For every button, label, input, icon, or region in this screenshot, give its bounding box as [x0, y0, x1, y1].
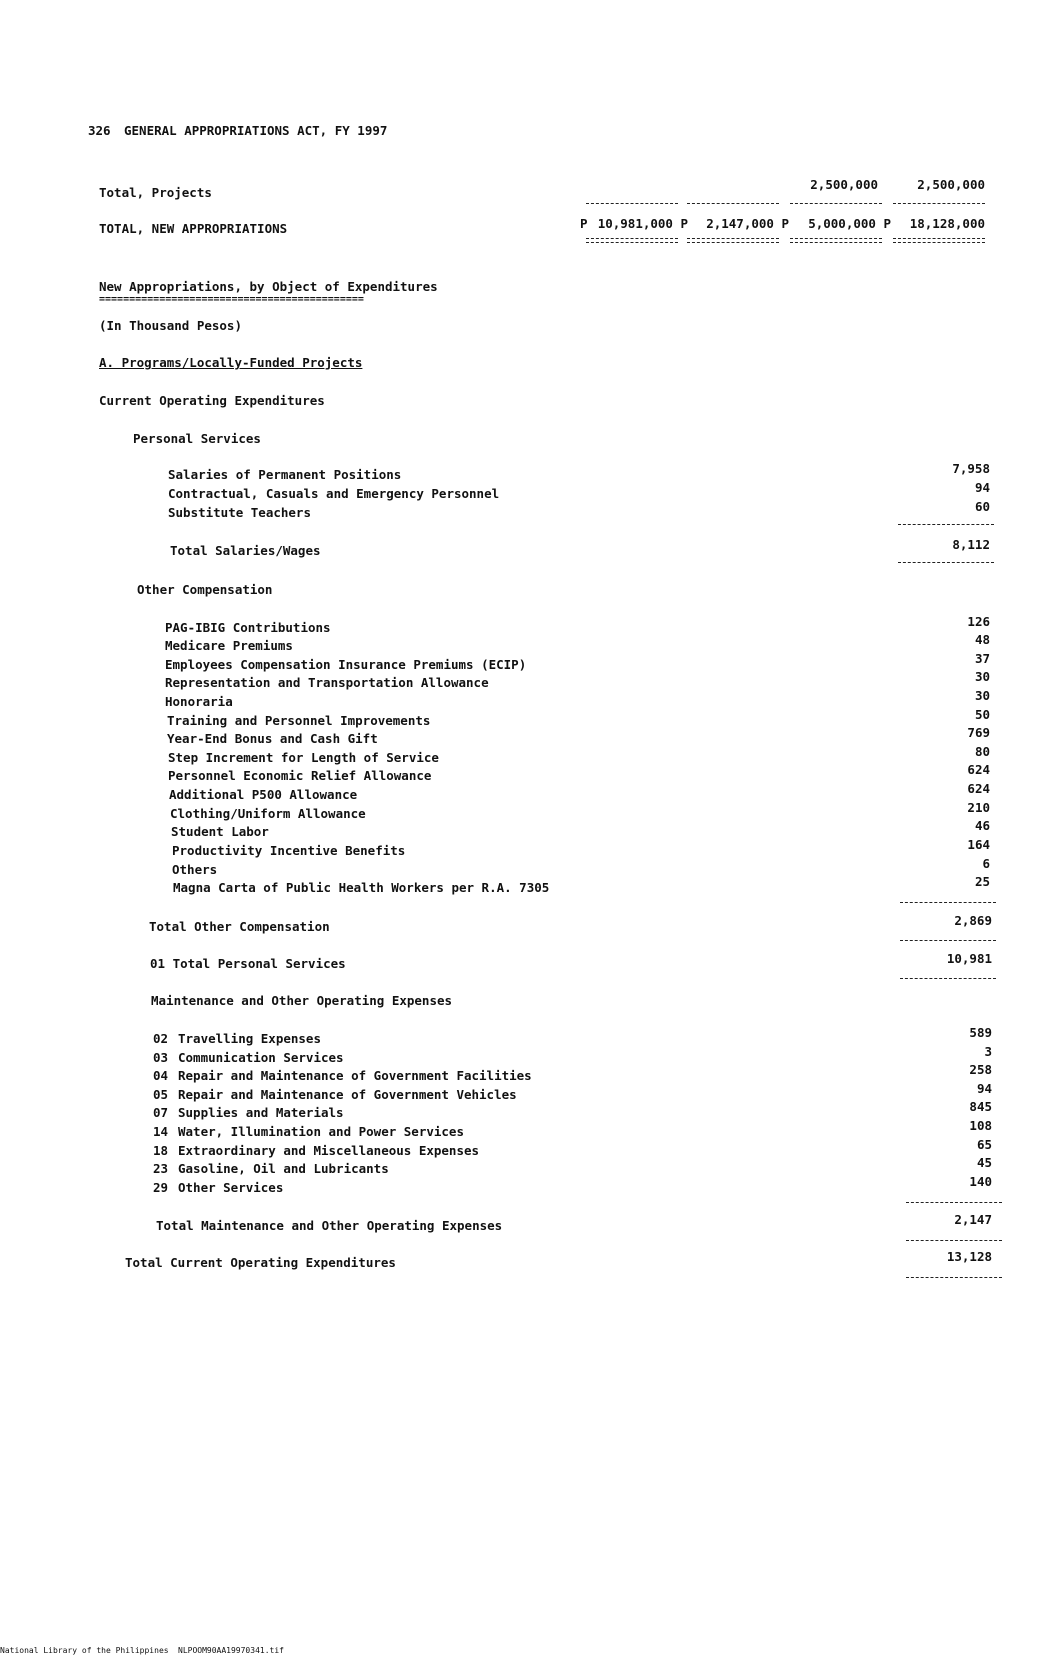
total-new-appropriations-label: TOTAL, NEW APPROPRIATIONS — [99, 221, 288, 236]
total-new-col2: 2,147,000 P — [706, 216, 789, 231]
personal-services-heading: Personal Services — [133, 431, 261, 446]
other-comp-value: 164 — [967, 837, 990, 852]
summary-double-rule — [687, 238, 779, 243]
other-comp-label: Others — [172, 862, 218, 877]
total-other-compensation-value: 2,869 — [954, 913, 992, 928]
total-personal-services-value: 10,981 — [946, 951, 992, 966]
mooe-code: 14 — [153, 1124, 169, 1139]
mooe-code: 05 — [153, 1087, 169, 1102]
mooe-heading: Maintenance and Other Operating Expenses — [151, 993, 453, 1008]
summary-rule — [790, 203, 882, 204]
salary-label: Contractual, Casuals and Emergency Personnel — [168, 486, 500, 501]
total-projects-label: Total, Projects — [99, 185, 212, 200]
mooe-code: 29 — [153, 1180, 169, 1195]
program-heading: A. Programs/Locally-Funded Projects — [99, 355, 363, 370]
other-comp-label: Magna Carta of Public Health Workers per R.A. 7305 — [173, 880, 550, 895]
other-comp-value: 80 — [974, 744, 990, 759]
mooe-value: 94 — [976, 1081, 992, 1096]
other-comp-label: Personnel Economic Relief Allowance — [168, 768, 432, 783]
summary-rule — [687, 203, 779, 204]
other-comp-value: 126 — [967, 614, 990, 629]
salary-value: 60 — [974, 499, 990, 514]
total-projects-col4: 2,500,000 — [917, 177, 985, 192]
total-mooe-label: Total Maintenance and Other Operating Expenses — [156, 1218, 503, 1233]
subtotal-rule — [898, 524, 994, 525]
summary-double-rule — [790, 238, 882, 243]
other-comp-value: 624 — [967, 762, 990, 777]
total-salaries-value: 8,112 — [952, 537, 990, 552]
mooe-label: Water, Illumination and Power Services — [178, 1124, 464, 1139]
other-comp-value: 624 — [967, 781, 990, 796]
current-operating-heading: Current Operating Expenditures — [99, 393, 325, 408]
other-comp-value: 25 — [974, 874, 990, 889]
other-compensation-heading: Other Compensation — [137, 582, 273, 597]
total-projects-col3: 2,500,000 — [810, 177, 878, 192]
mooe-value: 845 — [969, 1099, 992, 1114]
other-comp-value: 769 — [967, 725, 990, 740]
total-current-operating-label: Total Current Operating Expenditures — [125, 1255, 396, 1270]
total-other-compensation-label: Total Other Compensation — [149, 919, 330, 934]
peso-sign: P — [580, 216, 588, 231]
summary-double-rule — [893, 238, 985, 243]
mooe-label: Extraordinary and Miscellaneous Expenses — [178, 1143, 480, 1158]
other-comp-label: Representation and Transportation Allowance — [165, 675, 489, 690]
total-new-col3: 5,000,000 P — [808, 216, 891, 231]
other-comp-label: Employees Compensation Insurance Premiums (ECIP) — [165, 657, 527, 672]
other-comp-label: Training and Personnel Improvements — [167, 713, 431, 728]
mooe-label: Other Services — [178, 1180, 284, 1195]
total-current-operating-value: 13,128 — [946, 1249, 992, 1264]
mooe-value: 108 — [969, 1118, 992, 1133]
subtotal-rule — [900, 940, 996, 941]
other-comp-label: Step Increment for Length of Service — [168, 750, 439, 765]
other-comp-value: 30 — [974, 688, 990, 703]
total-salaries-label: Total Salaries/Wages — [170, 543, 321, 558]
mooe-label: Communication Services — [178, 1050, 344, 1065]
mooe-code: 18 — [153, 1143, 169, 1158]
subtotal-rule — [906, 1240, 1002, 1241]
footer-library: National Library of the Philippines — [0, 1646, 169, 1655]
page-title: GENERAL APPROPRIATIONS ACT, FY 1997 — [124, 123, 388, 138]
other-comp-label: PAG-IBIG Contributions — [165, 620, 331, 635]
other-comp-value: 210 — [967, 800, 990, 815]
subtotal-rule — [900, 902, 996, 903]
other-comp-value: 37 — [974, 651, 990, 666]
mooe-value: 65 — [976, 1137, 992, 1152]
mooe-value: 3 — [984, 1044, 992, 1059]
total-new-col1: 10,981,000 P — [597, 216, 688, 231]
page-number: 326 — [88, 123, 111, 138]
other-comp-label: Medicare Premiums — [165, 638, 293, 653]
other-comp-label: Honoraria — [165, 694, 233, 709]
mooe-code: 07 — [153, 1105, 169, 1120]
mooe-code: 02 — [153, 1031, 169, 1046]
other-comp-value: 50 — [974, 707, 990, 722]
total-mooe-value: 2,147 — [954, 1212, 992, 1227]
total-personal-services-label: 01 Total Personal Services — [150, 956, 346, 971]
other-comp-label: Clothing/Uniform Allowance — [170, 806, 366, 821]
summary-rule — [586, 203, 678, 204]
other-comp-label: Student Labor — [171, 824, 269, 839]
other-comp-label: Productivity Incentive Benefits — [172, 843, 406, 858]
subtotal-rule — [906, 1277, 1002, 1278]
summary-double-rule — [586, 238, 678, 243]
section-heading: New Appropriations, by Object of Expenditures — [99, 279, 438, 294]
mooe-value: 45 — [976, 1155, 992, 1170]
section-heading-rule: ============================================ — [99, 294, 364, 305]
salary-value: 7,958 — [952, 461, 990, 476]
mooe-label: Supplies and Materials — [178, 1105, 344, 1120]
salary-label: Salaries of Permanent Positions — [168, 467, 402, 482]
units-note: (In Thousand Pesos) — [99, 318, 242, 333]
total-new-col4: 18,128,000 — [909, 216, 985, 231]
other-comp-value: 6 — [982, 856, 990, 871]
mooe-label: Gasoline, Oil and Lubricants — [178, 1161, 389, 1176]
mooe-label: Repair and Maintenance of Government Facilities — [178, 1068, 532, 1083]
other-comp-value: 48 — [974, 632, 990, 647]
mooe-code: 03 — [153, 1050, 169, 1065]
other-comp-value: 46 — [974, 818, 990, 833]
mooe-value: 140 — [969, 1174, 992, 1189]
other-comp-label: Additional P500 Allowance — [169, 787, 358, 802]
summary-rule — [893, 203, 985, 204]
salary-label: Substitute Teachers — [168, 505, 311, 520]
mooe-label: Repair and Maintenance of Government Vehicles — [178, 1087, 517, 1102]
salary-value: 94 — [974, 480, 990, 495]
mooe-code: 04 — [153, 1068, 169, 1083]
other-comp-label: Year-End Bonus and Cash Gift — [167, 731, 378, 746]
other-comp-value: 30 — [974, 669, 990, 684]
mooe-value: 589 — [969, 1025, 992, 1040]
footer-file-id: NLPOOM90AA19970341.tif — [178, 1646, 284, 1655]
mooe-code: 23 — [153, 1161, 169, 1176]
mooe-label: Travelling Expenses — [178, 1031, 321, 1046]
subtotal-rule — [898, 562, 994, 563]
subtotal-rule — [900, 978, 996, 979]
subtotal-rule — [906, 1202, 1002, 1203]
mooe-value: 258 — [969, 1062, 992, 1077]
